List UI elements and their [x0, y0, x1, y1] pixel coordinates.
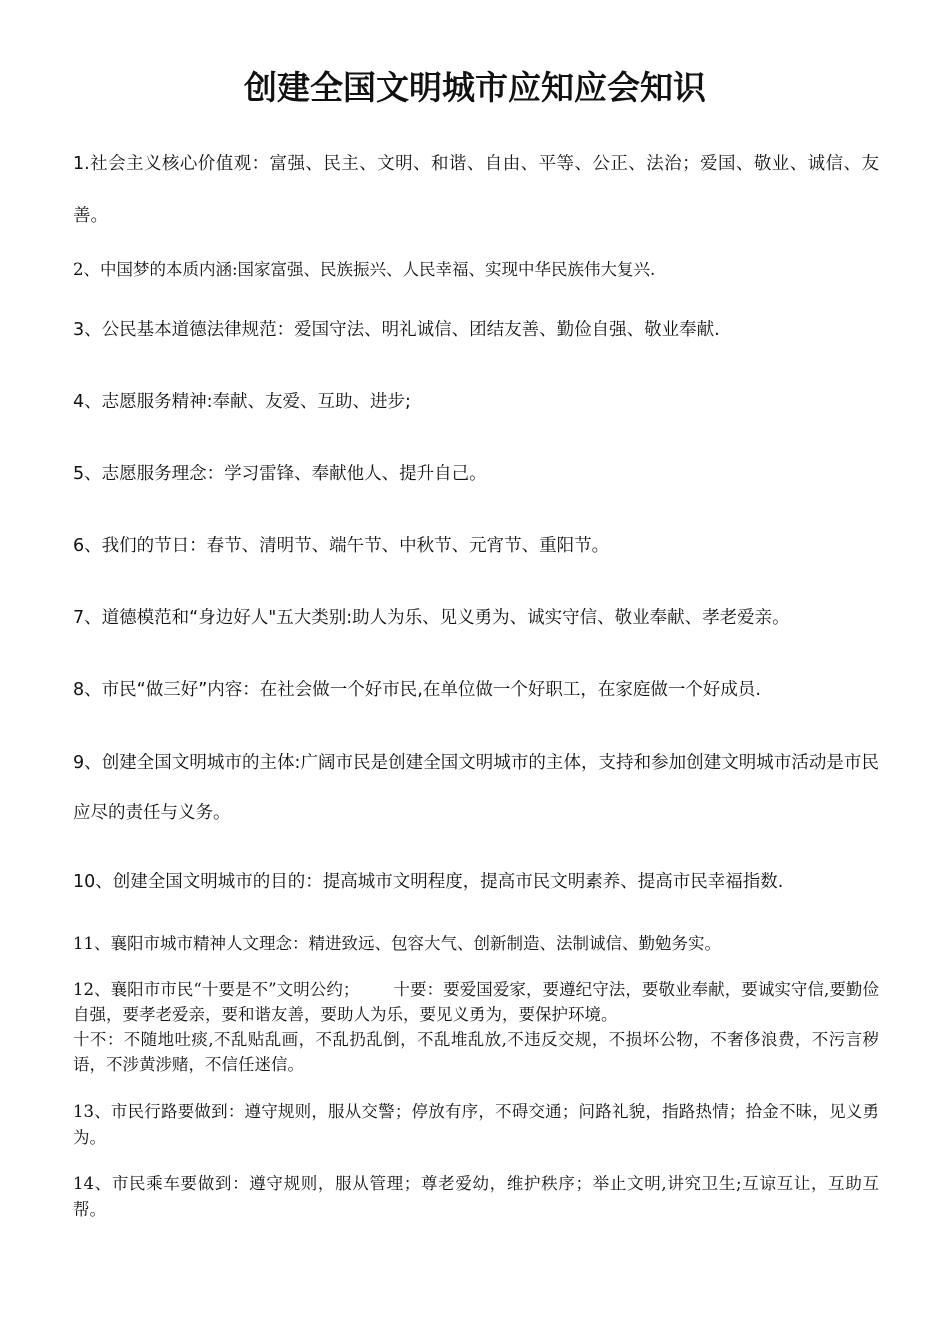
item-14: 14、市民乘车要做到：遵守规则，服从管理；尊老爱幼，维护秩序；举止文明,讲究卫生;互谅互让，互助互帮。 — [73, 1174, 879, 1219]
item-10: 10、创建全国文明城市的目的：提高城市文明程度，提高市民文明素养、提高市民幸福指数. — [73, 872, 784, 892]
item-2: 2、中国梦的本质内涵:国家富强、民族振兴、人民幸福、实现中华民族伟大复兴. — [73, 260, 656, 279]
item-13: 13、市民行路要做到：遵守规则，服从交警；停放有序，不碍交通；问路礼貌，指路热情；拾金不昧，见义勇为。 — [73, 1102, 879, 1147]
item-6: 6、我们的节日：春节、清明节、端午节、中秋节、元宵节、重阳节。 — [73, 536, 610, 556]
item-7: 7、道德模范和“身边好人"五大类别:助人为乐、见义勇为、诚实守信、敬业奉献、孝老爱亲。 — [73, 608, 790, 628]
item-12-ten-do: 十要：要爱国爱家，要遵纪守法，要敬业奉献，要诚实守信,要勤俭自强，要孝老爱亲，要和谐友善，要助人为乐，要见义勇为，要保护环境。 — [73, 980, 879, 1024]
item-3: 3、公民基本道德法律规范：爱国守法、明礼诚信、团结友善、勤俭自强、敬业奉献. — [73, 320, 720, 340]
item-11: 11、襄阳市城市精神人文理念：精进致远、包容大气、创新制造、法制诚信、勤勉务实。 — [73, 934, 721, 953]
page-title: 创建全国文明城市应知应会知识 — [244, 68, 706, 107]
item-4: 4、志愿服务精神:奉献、友爱、互助、进步; — [73, 392, 411, 412]
item-12-ten-dont: 十不：不随地吐痰,不乱贴乱画，不乱扔乱倒，不乱堆乱放,不违反交规，不损坏公物，不奢侈浪费，不污言秽语，不涉黄涉赌，不信任迷信。 — [73, 1030, 879, 1074]
item-8: 8、市民“做三好”内容：在社会做一个好市民,在单位做一个好职工，在家庭做一个好成员. — [73, 680, 761, 700]
item-1: 1.社会主义核心价值观：富强、民主、文明、和谐、自由、平等、公正、法治；爱国、敬业、诚信、友善。 — [73, 154, 879, 226]
item-9: 9、创建全国文明城市的主体:广阔市民是创建全国文明城市的主体，支持和参加创建文明城市活动是市民应尽的责任与义务。 — [73, 753, 879, 823]
item-12-lead: 12、襄阳市市民“十要是不”文明公约； — [73, 980, 360, 999]
item-12 — [73, 977, 879, 1077]
item-5: 5、志愿服务理念：学习雷锋、奉献他人、提升自己。 — [73, 464, 487, 484]
